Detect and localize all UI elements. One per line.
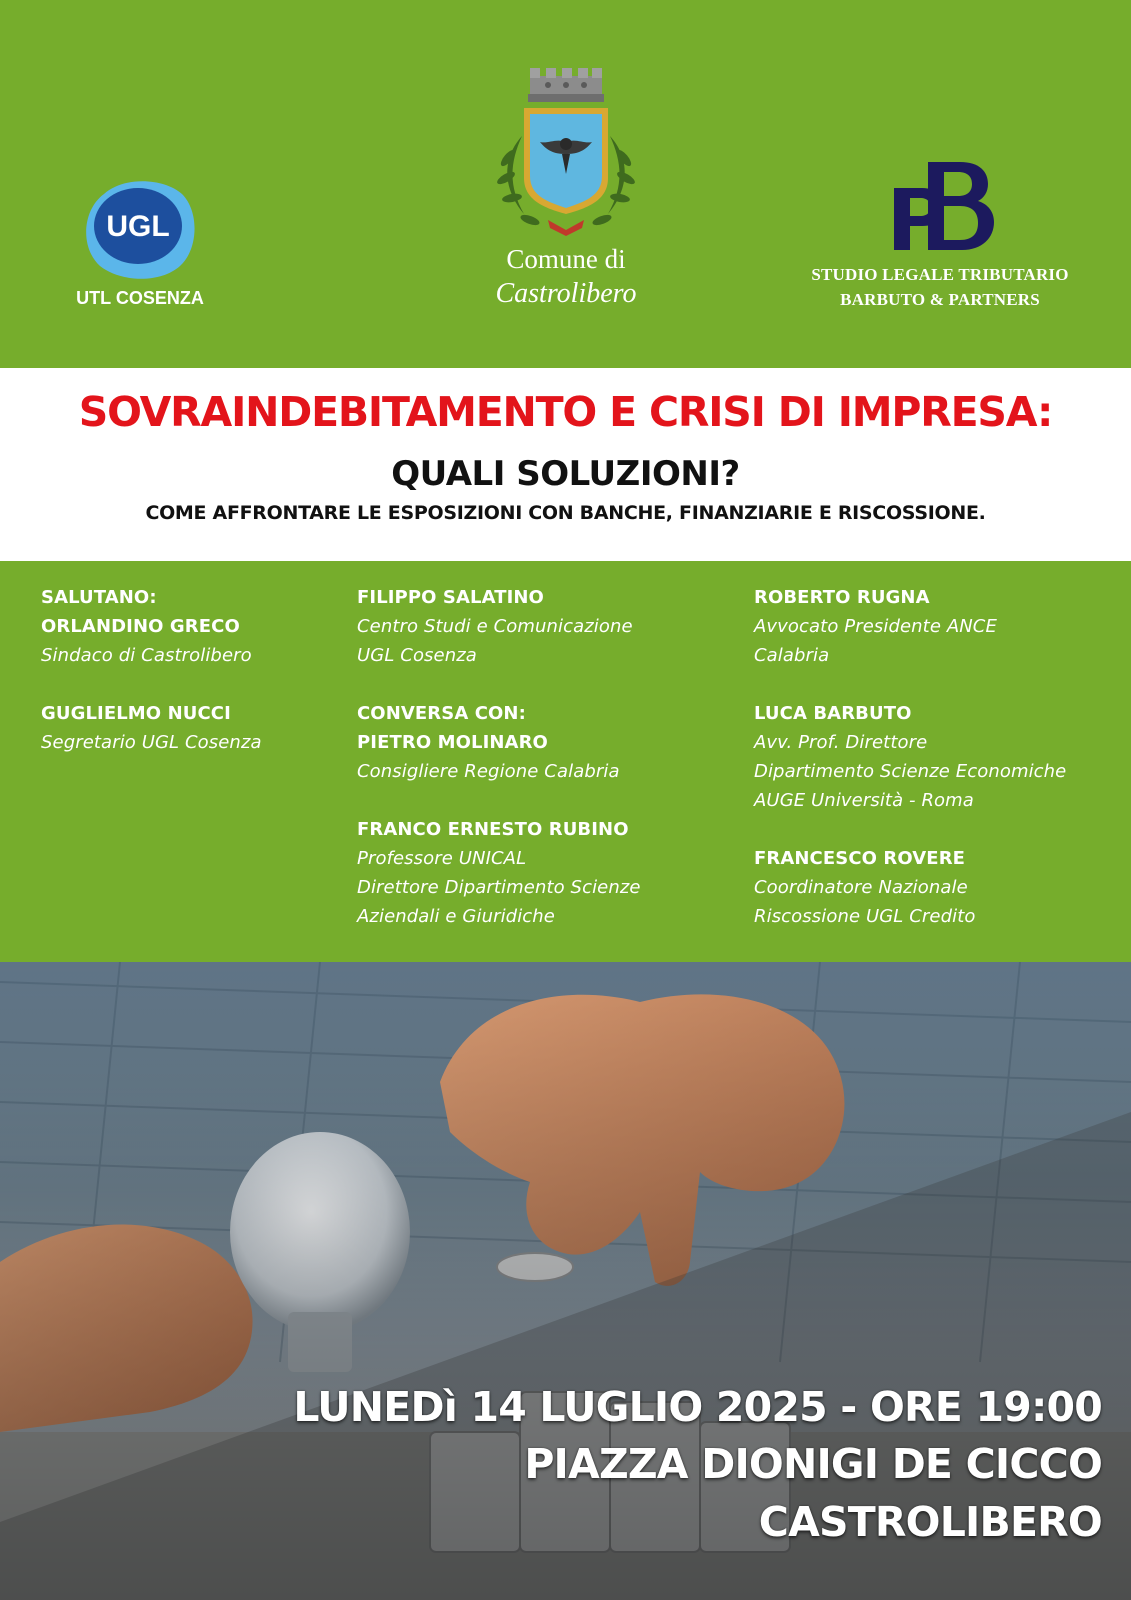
comune-name: Castrolibero <box>495 278 637 309</box>
speaker-name: FILIPPO SALATINO <box>357 587 544 608</box>
speaker-role: Dipartimento Scienze Economiche <box>754 761 1067 782</box>
speakers-column-2 <box>357 583 737 931</box>
speaker-role: Centro Studi e Comunicazione <box>357 616 633 637</box>
speaker-block <box>41 699 341 757</box>
speaker-block <box>754 844 1124 931</box>
speaker-role: Coordinatore Nazionale <box>754 877 968 898</box>
studio-name-line2: BARBUTO & PARTNERS <box>840 290 1040 309</box>
section-label-salutano: SALUTANO: <box>41 587 157 608</box>
speaker-role: Avvocato Presidente ANCE <box>754 616 997 637</box>
section-label-conversa: CONVERSA CON: <box>357 703 526 724</box>
speaker-name: FRANCESCO ROVERE <box>754 848 966 869</box>
shield-icon <box>524 108 608 214</box>
speaker-block <box>357 583 737 670</box>
event-description: COME AFFRONTARE LE ESPOSIZIONI CON BANCHE, FINANZIARIE E RISCOSSIONE. <box>145 502 986 524</box>
event-subtitle: QUALI SOLUZIONI? <box>391 454 740 494</box>
speaker-block <box>357 815 737 931</box>
comune-crest-icon <box>478 58 654 244</box>
speaker-name: GUGLIELMO NUCCI <box>41 703 231 724</box>
speaker-role: Avv. Prof. Direttore <box>754 732 928 753</box>
speaker-role: Professore UNICAL <box>357 848 527 869</box>
speaker-block <box>754 699 1124 815</box>
speaker-role: Aziendali e Giuridiche <box>357 906 555 927</box>
speaker-name: PIETRO MOLINARO <box>357 732 548 753</box>
ugl-logo <box>84 180 196 280</box>
ugl-logo-text: UGL <box>106 210 170 243</box>
speaker-role: Consigliere Regione Calabria <box>357 761 620 782</box>
speaker-role: Segretario UGL Cosenza <box>41 732 262 753</box>
event-place: PIAZZA DIONIGI DE CICCO <box>524 1440 1102 1488</box>
event-title: SOVRAINDEBITAMENTO E CRISI DI IMPRESA: <box>78 388 1053 436</box>
speaker-name: ORLANDINO GRECO <box>41 616 240 637</box>
speakers-column-3 <box>754 583 1124 931</box>
speaker-role: Calabria <box>754 645 830 666</box>
ugl-subtitle: UTL COSENZA <box>76 288 204 308</box>
event-datetime: LUNEDì 14 LUGLIO 2025 - ORE 19:00 <box>293 1383 1102 1431</box>
speaker-name: ROBERTO RUGNA <box>754 587 930 608</box>
speaker-name: FRANCO ERNESTO RUBINO <box>357 819 629 840</box>
comune-label: Comune di <box>506 244 626 274</box>
studio-bp-logo <box>888 158 998 254</box>
speaker-role: UGL Cosenza <box>357 645 477 666</box>
speaker-block <box>357 699 737 786</box>
ribbon-icon <box>548 220 584 236</box>
speaker-role: Direttore Dipartimento Scienze <box>357 877 641 898</box>
event-city: CASTROLIBERO <box>758 1498 1102 1546</box>
speaker-block <box>754 583 1124 670</box>
speaker-block <box>41 583 341 670</box>
bp-monogram-b <box>928 162 994 250</box>
speaker-role: Riscossione UGL Credito <box>754 906 976 927</box>
speaker-name: LUCA BARBUTO <box>754 703 912 724</box>
speakers-column-1 <box>41 583 341 757</box>
speaker-role: Sindaco di Castrolibero <box>41 645 252 666</box>
crown-icon <box>528 68 604 102</box>
studio-name-line1: STUDIO LEGALE TRIBUTARIO <box>811 265 1069 284</box>
speaker-role: AUGE Università - Roma <box>754 790 974 811</box>
